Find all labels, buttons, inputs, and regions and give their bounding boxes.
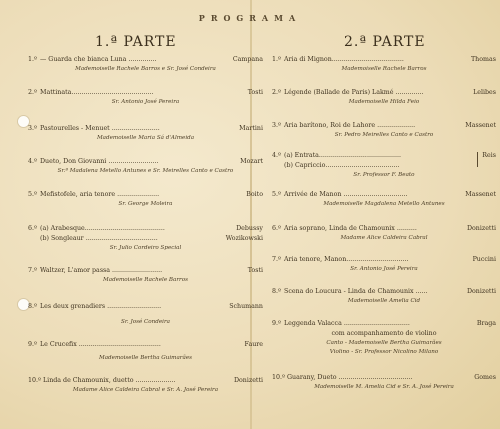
program-header: PROGRAMA — [198, 13, 302, 23]
item-composer: Tosti — [247, 267, 263, 274]
item-composer: Donizetti — [233, 377, 263, 384]
item-number: 3.º — [272, 122, 281, 129]
item-number: 3.º — [28, 125, 37, 132]
item-number: 1.º — [272, 56, 281, 63]
program-item — [28, 191, 263, 210]
item-performer: Sr. Julio Cordeiro Special — [109, 245, 182, 251]
program-item — [28, 225, 263, 254]
item-title: — Guarda che bianca Luna .............. — [40, 56, 157, 63]
item-subtitle: com acompanhamento de violino — [331, 330, 437, 337]
item-performer: Mademoiselle Rachele Barros — [341, 66, 427, 72]
item-performer: Sr. Pedro Meirelles Canto e Castro — [334, 132, 434, 138]
item-title: (a) Arabesque........................................ — [40, 225, 165, 232]
item-title: (b) Capriccio..................................... — [284, 162, 400, 169]
item-performer: Sr. Antonio José Pereira — [350, 266, 418, 272]
program-item — [272, 374, 496, 393]
item-performer: Madame Alice Caldeira Cabral e Sr. A. José Pereira — [72, 387, 219, 393]
item-title: Dueto, Don Giovanni ......................... — [40, 158, 159, 165]
item-performer: Mademoiselle Rachele Barros — [103, 277, 188, 283]
program-item — [28, 341, 263, 364]
item-composer: Boito — [246, 191, 263, 198]
program-item — [28, 125, 263, 144]
item-number: 4.º — [28, 158, 37, 165]
item-number: 4.º — [272, 152, 281, 159]
item-performer: Sr. Antonio José Pereira — [111, 99, 180, 105]
item-bracket — [473, 152, 478, 167]
item-performer: Madame Alice Caldeira Cabral — [340, 235, 428, 241]
item-number: 8.º — [272, 288, 281, 295]
item-title: Légende (Ballade de Paris) Lakmé .............. — [284, 89, 424, 96]
item-performer: Sr.ª Madalena Metello Antunes e Sr. Meirelles Canto e Castro — [57, 168, 234, 174]
item-performer: Mademoiselle Bertha Guimarães — [98, 355, 192, 361]
program-item — [28, 267, 263, 286]
item-composer: Massenet — [465, 122, 496, 129]
item-composer: Reis — [482, 152, 496, 159]
program-item — [272, 288, 496, 307]
program-item — [28, 56, 263, 75]
item-number: 2.º — [28, 89, 37, 96]
item-title: Pastourelles - Menuet ........................ — [40, 125, 160, 132]
item-number: 6.º — [272, 225, 281, 232]
program-item — [28, 158, 263, 177]
item-title: (b) Songleaur .................................... — [40, 235, 158, 242]
item-number: 7.º — [28, 267, 37, 274]
program-item — [272, 89, 496, 108]
part-2-title: 2.ª PARTE — [344, 34, 426, 50]
item-title: Mefistofele, aria tenore ..................... — [40, 191, 160, 198]
item-composer: Tosti — [247, 89, 263, 96]
item-title: Aria barítono, Roi de Lahore ................... — [284, 122, 416, 129]
item-number: 1.º — [28, 56, 37, 63]
item-composer: Massenet — [465, 191, 496, 198]
item-performer: Mademoiselle Maria Sá d'Almeida — [96, 135, 195, 141]
left-column — [28, 0, 263, 429]
item-composer: Gomes — [474, 374, 496, 381]
item-performer: Canto - Mademoiselle Bertha Guimarães — [326, 340, 442, 346]
program-item — [28, 377, 263, 396]
item-performer: Sr. José Condeira — [121, 319, 170, 325]
item-composer: Debussy — [236, 225, 263, 232]
program-item — [272, 191, 496, 210]
item-performer: Violino - Sr. Professor Nicolino Milano — [329, 349, 439, 355]
item-number: 7.º — [272, 256, 281, 263]
program-item — [272, 122, 496, 141]
item-performer: Mademoiselle M. Amelia Cid e Sr. A. José Pereira — [314, 384, 454, 390]
item-number: 8.º — [28, 303, 37, 310]
item-title: Guarany, Dueto ..................................... — [287, 374, 413, 381]
item-number: 5.º — [272, 191, 281, 198]
program-item — [272, 56, 496, 75]
item-title: (a) Entrata......................................... — [284, 152, 401, 159]
item-performer: Mademoiselle Hilda Feio — [348, 99, 420, 105]
item-composer: Thomas — [470, 56, 496, 63]
program-item — [272, 225, 496, 244]
item-performer: Mademoiselle Rachele Barros e Sr. José Condeira — [75, 66, 216, 72]
item-title: Le Crucefix ......................................... — [40, 341, 161, 348]
item-title: Aria soprano, Linda de Chamounix .......... — [284, 225, 417, 232]
program-item — [272, 152, 496, 181]
item-number: 6.º — [28, 225, 37, 232]
item-number: 2.º — [272, 89, 281, 96]
item-title: Les deux grenadiers ........................... — [40, 303, 162, 310]
item-composer: Lelibes — [473, 89, 496, 96]
item-number: 5.º — [28, 191, 37, 198]
item-number: 9.º — [272, 320, 281, 327]
item-title: Waltzer, L'amor passa ......................... — [40, 267, 163, 274]
program-item — [28, 303, 263, 328]
right-column — [272, 0, 496, 429]
item-number: 9.º — [28, 341, 37, 348]
item-composer: Donizetti — [466, 288, 496, 295]
item-composer: Mozart — [240, 158, 263, 165]
part-1-title: 1.ª PARTE — [95, 34, 177, 50]
item-composer: Faure — [244, 341, 263, 348]
item-performer: Sr. George Moleira — [118, 201, 173, 207]
item-title: Scena do Loucura - Linda de Chamounix ...... — [284, 288, 428, 295]
program-item — [272, 320, 496, 358]
item-number: 10.º — [28, 377, 41, 384]
item-title: Linda de Chamounix, duetto .................... — [43, 377, 176, 384]
item-performer: Mademoiselle Amelia Cid — [347, 298, 421, 304]
item-composer: Wozikowski — [225, 235, 263, 242]
item-composer: Martini — [239, 125, 263, 132]
item-composer: Donizetti — [466, 225, 496, 232]
program-item — [272, 256, 496, 275]
program-item — [28, 89, 263, 108]
item-title: Aria tenore, Manon............................... — [284, 256, 409, 263]
item-performer: Mademoiselle Magdalena Metello Antunes — [323, 201, 445, 207]
item-composer: Campana — [232, 56, 263, 63]
item-composer: Braga — [476, 320, 496, 327]
item-title: Mattinata......................................... — [40, 89, 154, 96]
item-number: 10.º — [272, 374, 285, 381]
item-composer: Puccini — [472, 256, 496, 263]
item-title: Arrivée de Manon ................................ — [284, 191, 408, 198]
item-title: Leggenda Valacca ................................. — [284, 320, 410, 327]
item-performer: Sr. Professor F. Beato — [353, 172, 415, 178]
item-composer: Schumann — [229, 303, 263, 310]
item-title: Aria di Mignon.................................... — [284, 56, 404, 63]
